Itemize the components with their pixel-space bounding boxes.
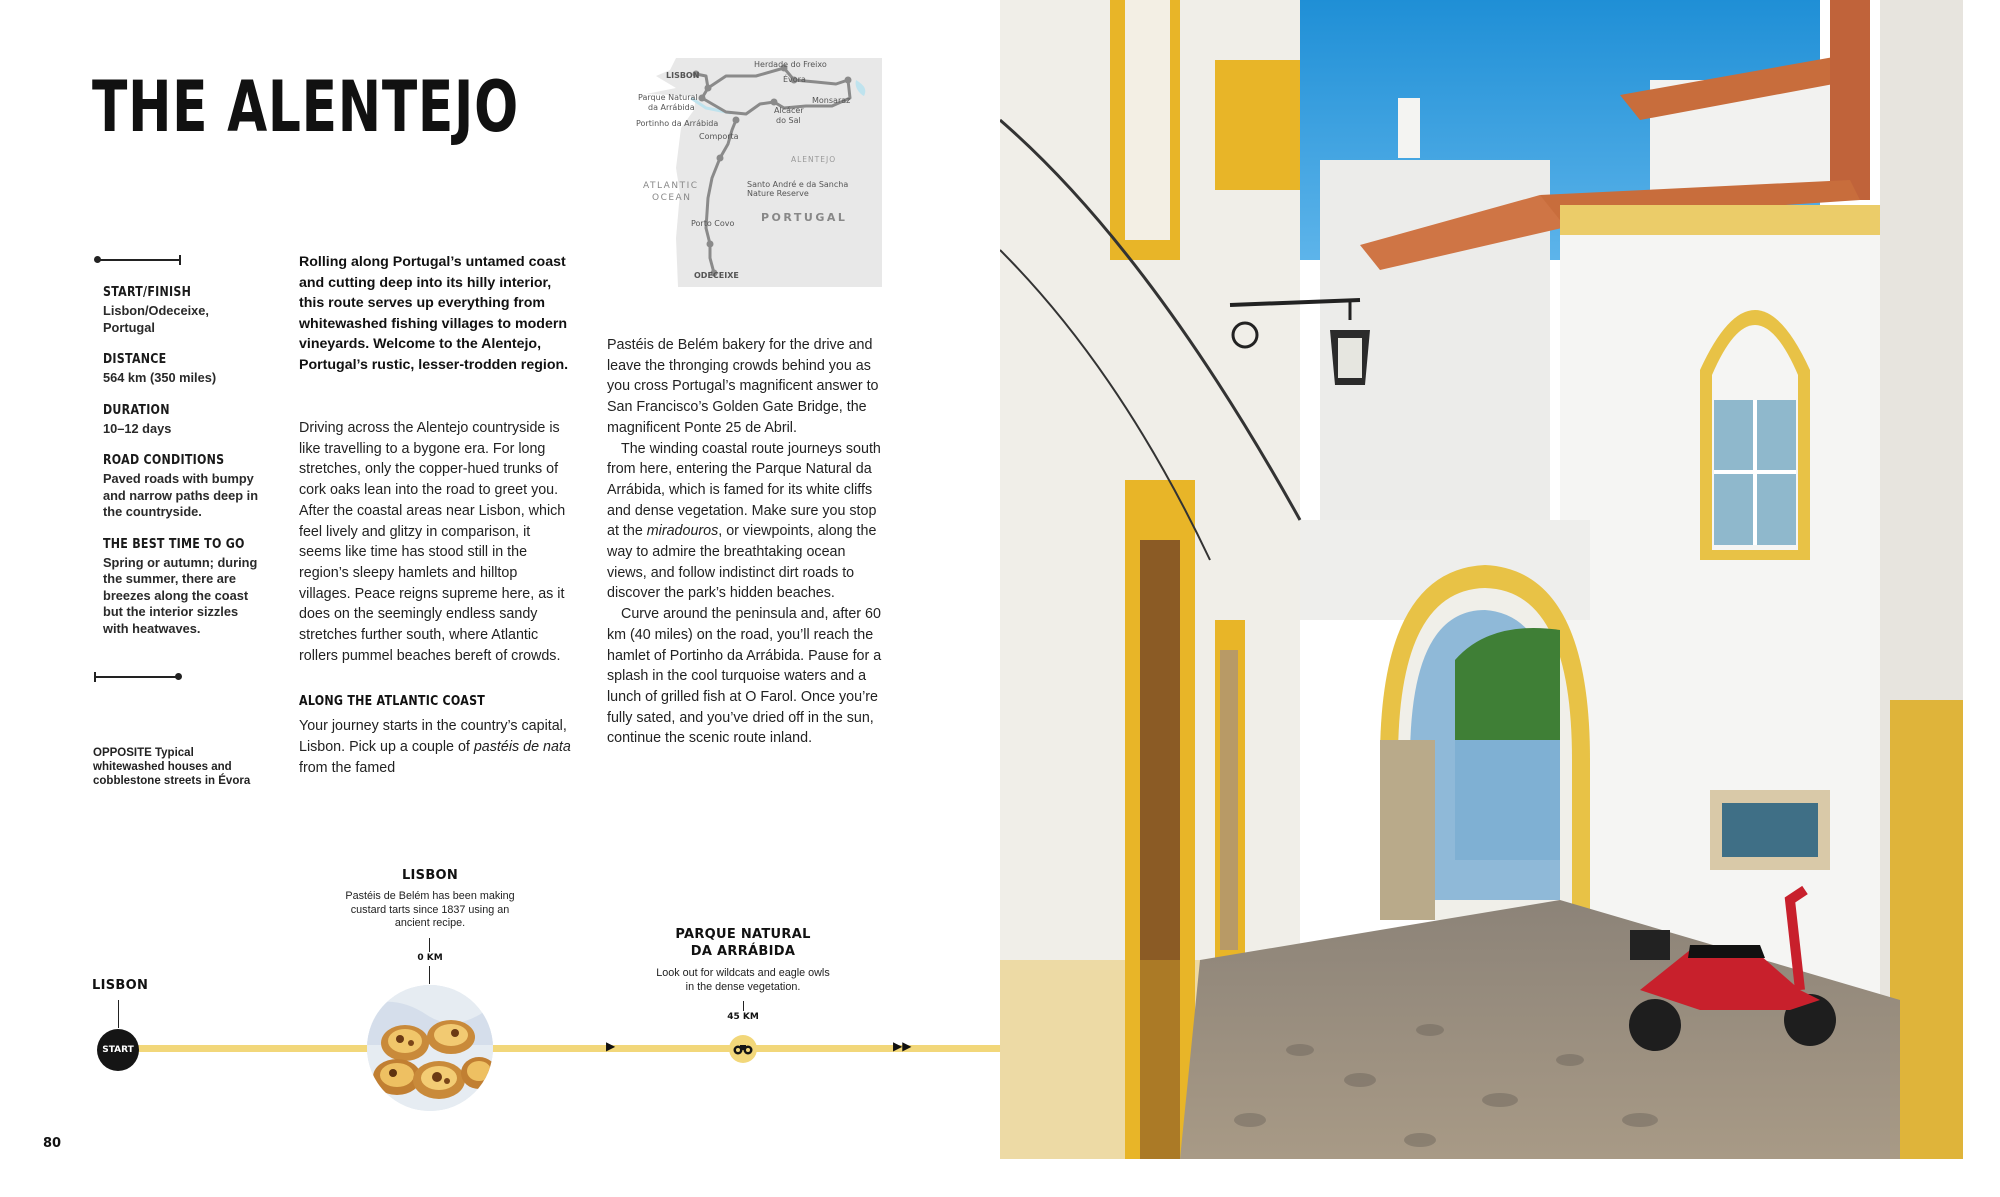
street-scene-image: [1000, 0, 1963, 1159]
fact-distance: [103, 351, 268, 387]
map-graphic: [636, 58, 884, 288]
stop2-km: 45 KM: [727, 1012, 759, 1022]
fact-value: Paved roads with bumpy and narrow paths deep in the countryside.: [103, 471, 259, 519]
fact-label: DURATION: [103, 401, 170, 418]
rule-dot: [175, 673, 182, 680]
timeline-connector: [118, 1000, 119, 1028]
timeline-start-label: LISBON: [92, 978, 149, 993]
map-label-portugal: PORTUGAL: [761, 211, 848, 224]
map-label-alcacer-2: do Sal: [776, 116, 801, 125]
fact-value: Lisbon/Odeceixe, Portugal: [103, 303, 209, 335]
body-paragraph: Driving across the Alentejo countryside is like travelling to a bygone era. For long stretches, only the copper-hued trunks of cork oaks lean into the road to greet you. After the coastal areas near Lisbon, which feel lively and glitzy in comparison, it seems like time has stood still in the region’s sleepy hamlets and hilltop villages. Peace reigns supreme here, as it does on the seemingly endless sandy stretches further south, where Atlantic rollers pummel beaches bereft of crowds.: [299, 420, 566, 664]
route-map: [636, 58, 884, 288]
intro-paragraph: Rolling along Portugal’s untamed coast and cutting deep into its hilly interior, this route serves up everything from whitewashed fishing villages to modern vineyards. Welcome to the Alentejo, Portugal’s rustic, lesser-trodden region.: [299, 254, 569, 373]
fact-label: START/FINISH: [103, 284, 192, 300]
body-text: , or viewpoints, along the way to admire the breathtaking ocean views, and follow indistinct dirt roads to discover the park’s hidden beaches.: [607, 523, 877, 602]
trip-facts: [103, 284, 268, 652]
body-paragraph: [607, 439, 889, 605]
stop2-title-line2: DA ARRÁBIDA: [690, 944, 796, 959]
facts-bottom-rule: [95, 676, 178, 678]
caption-text: Typical whitewashed houses and cobblestone streets in Évora: [93, 747, 251, 787]
fact-label: THE BEST TIME TO GO: [103, 535, 245, 552]
map-label-ocean: ATLANTIC: [643, 181, 699, 191]
body-column-1: [299, 418, 571, 778]
fact-value: Spring or autumn; during the summer, there are breezes along the coast but the interior sizzles with heatwaves.: [103, 554, 258, 636]
map-label-herdade: Herdade do Freixo: [754, 60, 827, 69]
map-lake: [856, 80, 866, 96]
stop2-description: Look out for wildcats and eagle owls in the dense vegetation.: [656, 967, 830, 993]
stop2-title: [668, 926, 818, 960]
body-column-2: [607, 335, 889, 749]
timeline-connector: [429, 938, 430, 952]
map-label-odeceixe: ODECEIXE: [694, 271, 739, 280]
section-heading: ALONG THE ATLANTIC COAST: [299, 693, 486, 710]
fact-value: 564 km (350 miles): [103, 370, 217, 385]
body-paragraph: Curve around the peninsula and, after 60 km (40 miles) on the road, you’ll reach the hamlet of Portinho da Arrábida. Pause for a splash in the cool turquoise waters and a lunch of grilled fish at O Farol. Once you’re fully sated, and you’ve dried off in the sun, continue the scenic route inland.: [607, 606, 882, 747]
map-label-santo-andre-2: Nature Reserve: [747, 189, 809, 198]
binoculars-icon: [729, 1035, 757, 1063]
body-emphasis: pastéis de nata: [473, 738, 571, 755]
timeline-arrow: ▶: [606, 1039, 616, 1053]
fact-value: 10–12 days: [103, 420, 172, 436]
evora-street-photo: [1000, 0, 1963, 1159]
body-text: Your journey starts in the country’s capital, Lisbon. Pick up a couple of: [299, 718, 567, 755]
photo-caption: [93, 746, 268, 788]
body-text: The winding coastal route journeys south from here, entering the Parque Natural da Arrábida, which is famed for its white cliffs and dense vegetation. Make sure you stop at the: [607, 440, 881, 540]
page-title: THE ALENTEJO: [92, 66, 519, 148]
start-badge-label: START: [102, 1045, 134, 1055]
map-label-alentejo: ALENTEJO: [791, 155, 837, 164]
timeline-start-node: [97, 1029, 139, 1071]
facts-top-rule: [97, 259, 180, 261]
rule-tick: [179, 255, 181, 265]
fact-label: ROAD CONDITIONS: [103, 452, 225, 468]
map-label-alcacer: Alcácer: [774, 106, 804, 115]
map-label-porto-covo: Porto Covo: [691, 219, 735, 228]
custard-tarts-photo: [367, 985, 493, 1111]
body-text: from the famed: [299, 759, 396, 776]
fact-road-conditions: [103, 452, 268, 521]
map-label-ocean-2: OCEAN: [652, 193, 692, 203]
timeline-double-arrow: ▶▶: [893, 1039, 912, 1053]
map-label-portinho: Portinho da Arrábida: [636, 119, 719, 128]
page-number: 80: [43, 1136, 62, 1151]
pastel-de-nata-image: [367, 985, 493, 1111]
map-label-evora: Évora: [783, 75, 806, 84]
map-label-comporta: Comporta: [699, 132, 739, 141]
map-label-arrabida: Parque Natural: [638, 93, 698, 102]
timeline-connector: [429, 966, 430, 984]
stop2-title-line1: PARQUE NATURAL: [675, 927, 811, 942]
body-emphasis: miradouros: [646, 523, 719, 540]
timeline-connector: [743, 1001, 744, 1011]
stop1-km: 0 KM: [417, 953, 443, 963]
stop1-description: Pastéis de Belém has been making custard tarts since 1837 using an ancient recipe.: [345, 890, 515, 929]
fact-start-finish: [103, 284, 268, 336]
map-label-lisbon: LISBON: [666, 71, 700, 80]
fact-label: DISTANCE: [103, 351, 167, 367]
caption-lead: OPPOSITE: [93, 747, 152, 759]
map-label-arrabida-2: da Arrábida: [648, 103, 695, 112]
body-paragraph: [299, 716, 571, 778]
fact-best-time: [103, 536, 268, 638]
map-label-santo-andre: Santo André e da Sancha: [747, 180, 849, 189]
body-paragraph: Pastéis de Belém bakery for the drive and leave the thronging crowds behind you as you cross Portugal’s magnificent answer to San Francisco’s Golden Gate Bridge, the magnificent Ponte 25 de Abril.: [607, 337, 879, 436]
timeline-track: [110, 1045, 1000, 1052]
map-label-monsaraz: Monsaraz: [812, 96, 851, 105]
stop1-title: LISBON: [401, 868, 459, 883]
fact-duration: [103, 402, 268, 438]
